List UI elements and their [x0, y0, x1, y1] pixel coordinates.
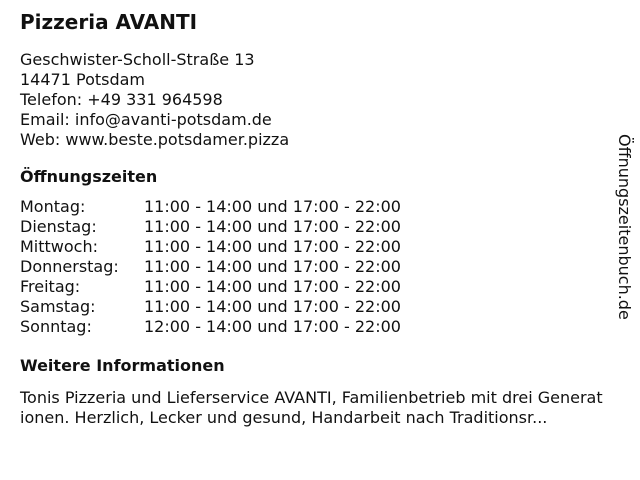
time-range: 11:00 - 14:00 und 17:00 - 22:00 [144, 217, 401, 236]
hours-row-friday [20, 277, 610, 297]
hours-row-tuesday [20, 217, 610, 237]
hours-heading: Öffnungszeiten [20, 167, 158, 186]
phone: Telefon: +49 331 964598 [20, 90, 223, 109]
city: 14471 Potsdam [20, 70, 146, 89]
day-label: Dienstag: [20, 217, 97, 236]
day-label: Donnerstag: [20, 257, 119, 276]
watermark-side-label: Öffnungszeitenbuch.de [615, 134, 634, 320]
day-label: Mittwoch: [20, 237, 98, 256]
day-label: Sonntag: [20, 317, 92, 336]
hours-row-wednesday [20, 237, 610, 257]
info-description: Tonis Pizzeria und Lieferservice AVANTI, Familienbetrieb mit drei Generationen. Herzlich, Lecker und gesund, Handarbeit nach Traditionsr... [20, 388, 603, 427]
time-range: 11:00 - 14:00 und 17:00 - 22:00 [144, 277, 401, 296]
info-heading: Weitere Informationen [20, 356, 225, 375]
time-range: 11:00 - 14:00 und 17:00 - 22:00 [144, 197, 401, 216]
time-range: 11:00 - 14:00 und 17:00 - 22:00 [144, 257, 401, 276]
day-label: Freitag: [20, 277, 81, 296]
day-label: Samstag: [20, 297, 96, 316]
website: Web: www.beste.potsdamer.pizza [20, 130, 290, 149]
business-name: Pizzeria AVANTI [20, 10, 198, 34]
hours-row-monday [20, 197, 610, 217]
time-range: 11:00 - 14:00 und 17:00 - 22:00 [144, 297, 401, 316]
contact-block [20, 50, 610, 150]
business-card [20, 8, 610, 428]
day-label: Montag: [20, 197, 86, 216]
street-address: Geschwister-Scholl-Straße 13 [20, 50, 255, 69]
hours-row-saturday [20, 297, 610, 317]
time-range: 12:00 - 14:00 und 17:00 - 22:00 [144, 317, 401, 336]
hours-table [20, 197, 610, 337]
hours-row-thursday [20, 257, 610, 277]
email: Email: info@avanti-potsdam.de [20, 110, 272, 129]
time-range: 11:00 - 14:00 und 17:00 - 22:00 [144, 237, 401, 256]
hours-row-sunday [20, 317, 610, 337]
